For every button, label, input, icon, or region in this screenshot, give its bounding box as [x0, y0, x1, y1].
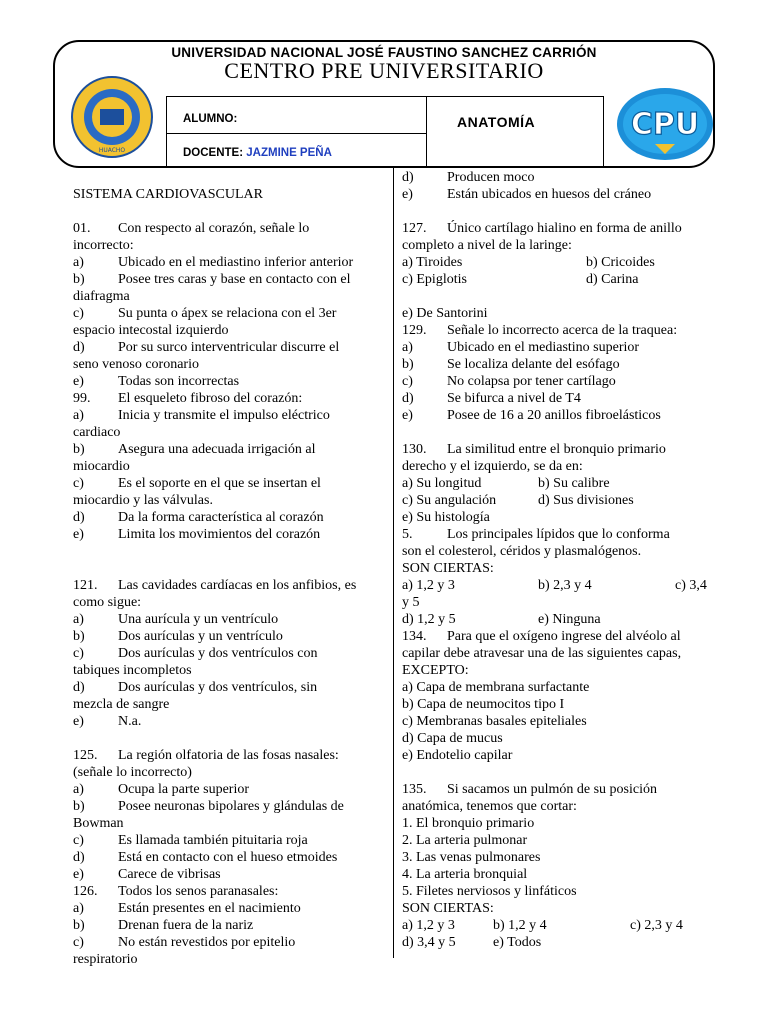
- option: e) De Santorini: [402, 306, 488, 321]
- option: b) Posee neuronas bipolares y glándulas de: [73, 799, 344, 814]
- option: b) Capa de neumocitos tipo I: [402, 697, 565, 712]
- option-cont: respiratorio: [73, 952, 138, 967]
- option-row: a) 1,2 y 3 b) 2,3 y 4 c) 3,4: [402, 578, 707, 593]
- option: c) Su punta o ápex se relaciona con el 3er: [73, 306, 337, 321]
- option: c) Membranas basales epiteliales: [402, 714, 587, 729]
- alumno-label: ALUMNO:: [183, 113, 238, 125]
- option: a) Ubicado en el mediastino inferior anterior: [73, 255, 354, 270]
- question-stem: 129. Señale lo incorrecto acerca de la traquea:: [402, 323, 678, 338]
- right-column: [402, 169, 720, 951]
- option: d) Dos aurículas y dos ventrículos, sin: [73, 680, 318, 695]
- option-row: a) Tiroides b) Cricoides: [402, 255, 655, 270]
- list-item: 5. Filetes nerviosos y linfáticos: [402, 884, 577, 899]
- question-stem: 134. Para que el oxígeno ingrese del alvéolo al: [402, 629, 681, 644]
- option: c) Dos aurículas y dos ventrículos con: [73, 646, 318, 661]
- option: c) Es llamada también pituitaria roja: [73, 833, 308, 848]
- question-stem-cont: incorrecto:: [73, 238, 134, 253]
- option: a) Una aurícula y un ventrículo: [73, 612, 279, 627]
- option: e) Todas son incorrectas: [73, 374, 240, 389]
- option: d) Está en contacto con el hueso etmoides: [73, 850, 338, 865]
- option-row: a) Su longitud b) Su calibre: [402, 476, 610, 491]
- question-stem: 130. La similitud entre el bronquio primario: [402, 442, 666, 457]
- question-stem: 99. El esqueleto fibroso del corazón:: [73, 391, 303, 406]
- option: a) Inicia y transmite el impulso eléctrico: [73, 408, 330, 423]
- question-stem-cont: (señale lo incorrecto): [73, 765, 192, 780]
- question-stem-cont: EXCEPTO:: [402, 663, 469, 678]
- header-box: [53, 40, 715, 168]
- option: a) Ocupa la parte superior: [73, 782, 249, 797]
- question-stem-cont: completo a nivel de la laringe:: [402, 238, 572, 253]
- option: a) Capa de membrana surfactante: [402, 680, 590, 695]
- university-name: UNIVERSIDAD NACIONAL JOSÉ FAUSTINO SANCHEZ CARRIÓN: [171, 45, 597, 60]
- option-row: c) Su angulación d) Sus divisiones: [402, 493, 634, 508]
- question-stem-cont: SON CIERTAS:: [402, 901, 494, 916]
- list-item: 4. La arteria bronquial: [402, 867, 528, 882]
- option-cont: tabiques incompletos: [73, 663, 192, 678]
- question-stem: 125. La región olfatoria de las fosas nasales:: [73, 748, 339, 763]
- option-cont: Bowman: [73, 816, 124, 831]
- option: e) Carece de vibrisas: [73, 867, 221, 882]
- option-cont: miocardio: [73, 459, 130, 474]
- option: e) Están ubicados en huesos del cráneo: [402, 187, 652, 202]
- option: e) Su histología: [402, 510, 490, 525]
- question-stem-cont: como sigue:: [73, 595, 142, 610]
- list-item: 2. La arteria pulmonar: [402, 833, 528, 848]
- option-cont: y 5: [402, 595, 420, 610]
- option-cont: miocardio y las válvulas.: [73, 493, 213, 508]
- option-row: a) 1,2 y 3 b) 1,2 y 4 c) 2,3 y 4: [402, 918, 683, 933]
- logo-text: CPU: [630, 107, 700, 142]
- option-cont: espacio intecostal izquierdo: [73, 323, 229, 338]
- option: c) Es el soporte en el que se insertan el: [73, 476, 321, 491]
- option: a) Están presentes en el nacimiento: [73, 901, 301, 916]
- question-stem: 5. Los principales lípidos que lo conforma: [402, 527, 670, 542]
- docente-name: JAZMINE PEÑA: [246, 147, 332, 159]
- option: e) Limita los movimientos del corazón: [73, 527, 321, 542]
- option-cont: seno venoso coronario: [73, 357, 199, 372]
- option-cont: diafragma: [73, 289, 130, 304]
- option: d) Da la forma característica al corazón: [73, 510, 324, 525]
- question-stem-cont: anatómica, tenemos que cortar:: [402, 799, 577, 814]
- list-item: 3. Las venas pulmonares: [402, 850, 541, 865]
- seal-text: HUACHO: [98, 147, 126, 154]
- option: e) N.a.: [73, 714, 142, 729]
- column-divider: [393, 168, 394, 958]
- option: b) Se localiza delante del esófago: [402, 357, 620, 372]
- question-stem: 127. Único cartílago hialino en forma de anillo: [402, 221, 682, 236]
- center-title: CENTRO PRE UNIVERSITARIO: [224, 58, 544, 83]
- list-item: 1. El bronquio primario: [402, 816, 535, 831]
- option: b) Posee tres caras y base en contacto con el: [73, 272, 351, 287]
- question-stem: 01. Con respecto al corazón, señale lo: [73, 221, 310, 236]
- option: d) Por su surco interventricular discurre el: [73, 340, 340, 355]
- option: c) No están revestidos por epitelio: [73, 935, 296, 950]
- cpu-logo-icon: [615, 86, 715, 162]
- question-stem-cont: derecho y el izquierdo, se da en:: [402, 459, 583, 474]
- option: e) Endotelio capilar: [402, 748, 513, 763]
- docente-line: [183, 147, 332, 159]
- option: c) No colapsa por tener cartílago: [402, 374, 616, 389]
- left-column: [73, 186, 385, 968]
- option-row: d) 1,2 y 5 e) Ninguna: [402, 612, 601, 627]
- question-stem: 126. Todos los senos paranasales:: [73, 884, 279, 899]
- university-seal-icon: [70, 75, 154, 159]
- option: d) Producen moco: [402, 170, 535, 185]
- question-stem: 135. Si sacamos un pulmón de su posición: [402, 782, 657, 797]
- docente-label: DOCENTE:: [183, 147, 244, 159]
- option: b) Asegura una adecuada irrigación al: [73, 442, 316, 457]
- option-cont: cardiaco: [73, 425, 121, 440]
- option: b) Drenan fuera de la nariz: [73, 918, 254, 933]
- option: e) Posee de 16 a 20 anillos fibroelásticos: [402, 408, 661, 423]
- question-stem-cont: capilar debe atravesar una de las siguientes capas,: [402, 646, 682, 661]
- option-cont: mezcla de sangre: [73, 697, 170, 712]
- option: b) Dos aurículas y un ventrículo: [73, 629, 283, 644]
- subject-title: ANATOMÍA: [457, 114, 536, 130]
- option: d) Capa de mucus: [402, 731, 503, 746]
- option-row: c) Epiglotis d) Carina: [402, 272, 639, 287]
- question-stem-cont: SON CIERTAS:: [402, 561, 494, 576]
- section-title: SISTEMA CARDIOVASCULAR: [73, 187, 263, 202]
- question-stem-cont: son el colesterol, céridos y plasmalógenos.: [402, 544, 642, 559]
- option-row: d) 3,4 y 5 e) Todos: [402, 935, 542, 950]
- option: d) Se bifurca a nivel de T4: [402, 391, 581, 406]
- question-stem: 121. Las cavidades cardíacas en los anfibios, es: [73, 578, 357, 593]
- option: a) Ubicado en el mediastino superior: [402, 340, 640, 355]
